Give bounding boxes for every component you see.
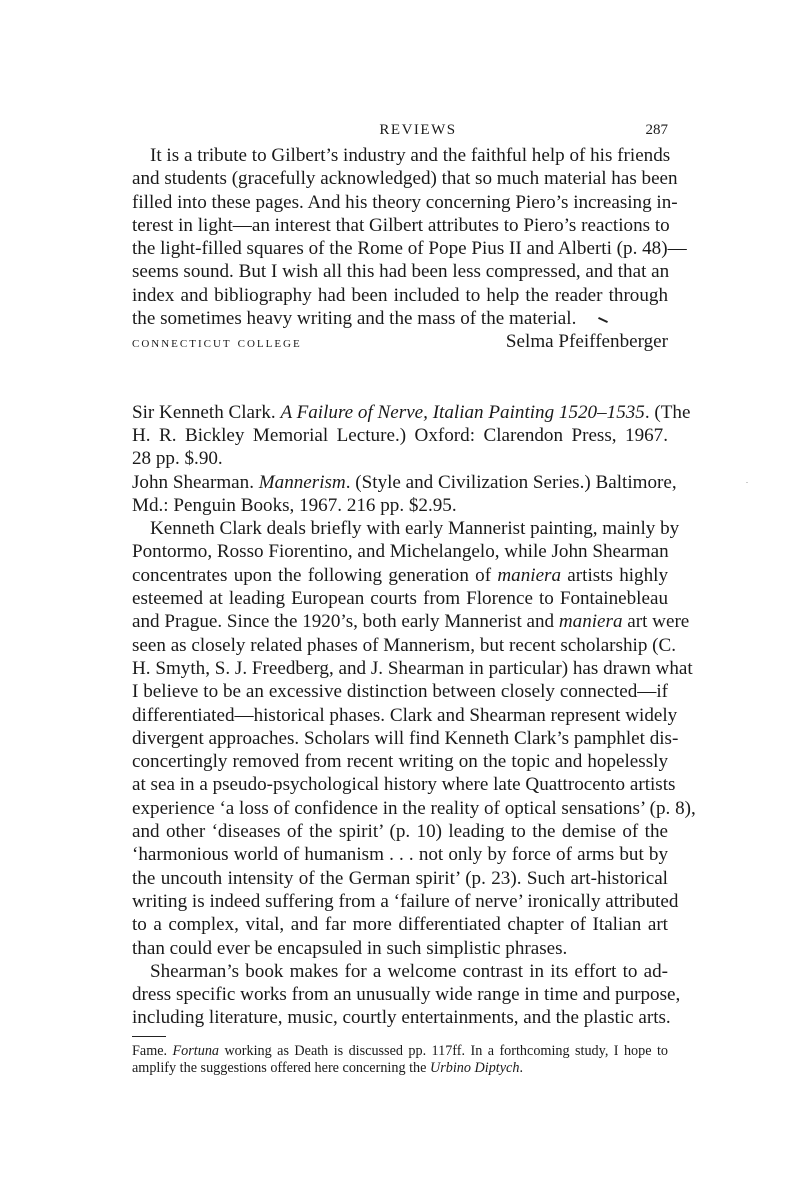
citation-1-series: . (The xyxy=(644,401,691,423)
text-line: differentiated—historical phases. Clark and Shearman represent widely xyxy=(132,704,678,726)
text-line: dress specific works from an unusually wide range in time and purpose, xyxy=(132,984,681,1006)
text-fragment: and Prague. Since the 1920’s, both early Mannerist and xyxy=(132,611,559,633)
page-number: 287 xyxy=(645,122,668,138)
text-line: and other ‘diseases of the spirit’ (p. 10) leading to the demise of the xyxy=(132,821,668,843)
text-fragment: the sometimes heavy writing and the mass of the material. xyxy=(132,308,577,330)
text-line: at sea in a pseudo-psychological history where late Quattrocento artists xyxy=(132,774,676,796)
text-line: I believe to be an excessive distinction between closely connected—if xyxy=(132,681,668,703)
footnote xyxy=(132,1043,668,1078)
text-line: H. Smyth, S. J. Freedberg, and J. Shearman in particular) has drawn what xyxy=(132,657,693,679)
italic-term: maniera xyxy=(558,611,623,633)
italic-term: maniera xyxy=(497,564,562,586)
text-line: seems sound. But I wish all this had been less compressed, and that an xyxy=(132,261,670,283)
running-head-title: REVIEWS xyxy=(379,122,457,138)
text-fragment: art were xyxy=(622,611,690,633)
text-line: Kenneth Clark deals briefly with early Mannerist painting, mainly by xyxy=(150,518,680,540)
citation-2-line-1 xyxy=(132,471,677,494)
text-line: and students (gracefully acknowledged) that so much material has been xyxy=(132,168,678,190)
stray-mark xyxy=(598,317,608,323)
citation-1-line-1 xyxy=(132,401,691,424)
text-fragment: concentrates upon the following generation of xyxy=(132,564,498,586)
text-line: esteemed at leading European courts from Florence to Fontainebleau xyxy=(132,588,668,610)
citation-2-series: . (Style and Civilization Series.) Baltimore, xyxy=(345,471,677,493)
review-1-body xyxy=(132,144,687,330)
text-line: filled into these pages. And his theory concerning Piero’s increasing in- xyxy=(132,191,678,213)
footnote-line xyxy=(132,1043,668,1061)
citation-1-title: A Failure of Nerve, Italian Painting 1520–1535 xyxy=(280,401,645,423)
text-line: experience ‘a loss of confidence in the reality of optical sensations’ (p. 8), xyxy=(132,797,696,819)
text-line: terest in light—an interest that Gilbert attributes to Piero’s reactions to xyxy=(132,214,670,236)
citation-2-author: John Shearman. xyxy=(132,471,254,493)
text-line: Shearman’s book makes for a welcome contrast in its effort to ad- xyxy=(150,960,668,982)
reviewer-name: Selma Pfeiffenberger xyxy=(505,331,668,353)
text-line xyxy=(132,564,668,587)
text-line: than could ever be encapsuled in such simplistic phrases. xyxy=(132,937,568,959)
footnote-rule xyxy=(132,1036,166,1037)
reviewer-institution: connecticut college xyxy=(132,334,302,352)
text-line: It is a tribute to Gilbert’s industry and the faithful help of his friends xyxy=(150,145,671,166)
journal-page xyxy=(132,122,696,1078)
text-fragment: artists highly xyxy=(561,564,668,586)
section-gap xyxy=(132,355,668,378)
text-line: ‘harmonious world of humanism . . . not only by force of arms but by xyxy=(132,844,668,866)
citation-1-author: Sir Kenneth Clark. xyxy=(132,401,276,423)
text-line: index and bibliography had been included to help the reader through xyxy=(132,284,668,306)
citation-2-line-2: Md.: Penguin Books, 1967. 216 pp. $2.95. xyxy=(132,494,457,516)
review-1-signature xyxy=(132,330,668,354)
text-fragment: working as Death is discussed pp. 117ff. In a forthcoming study, I hope to xyxy=(219,1042,668,1059)
footnote-line xyxy=(132,1060,668,1078)
text-line: including literature, music, courtly entertainments, and the plastic arts. xyxy=(132,1007,671,1029)
citation-1-line-2: H. R. Bickley Memorial Lecture.) Oxford: Clarendon Press, 1967. xyxy=(132,424,668,446)
text-line: Pontormo, Rosso Fiorentino, and Michelangelo, while John Shearman xyxy=(132,541,669,563)
italic-term: Fortuna xyxy=(172,1042,220,1059)
scan-speck xyxy=(746,482,748,483)
text-line: the uncouth intensity of the German spirit’ (p. 23). Such art-historical xyxy=(132,867,668,889)
italic-term: Urbino Diptych xyxy=(429,1060,520,1077)
citation-2-title: Mannerism xyxy=(258,471,346,493)
text-line: concertingly removed from recent writing on the topic and hopelessly xyxy=(132,751,668,773)
review-2-citations xyxy=(132,401,691,517)
text-line: the light-filled squares of the Rome of Pope Pius II and Alberti (p. 48)— xyxy=(132,238,687,260)
citation-1-line-3: 28 pp. $.90. xyxy=(132,448,223,470)
text-line: to a complex, vital, and far more differentiated chapter of Italian art xyxy=(132,914,668,936)
text-fragment: amplify the suggestions offered here concerning the xyxy=(132,1060,430,1077)
text-fragment: Fame. xyxy=(132,1042,173,1059)
text-line: divergent approaches. Scholars will find Kenneth Clark’s pamphlet dis- xyxy=(132,727,679,749)
text-fragment: . xyxy=(519,1060,523,1077)
text-line xyxy=(132,610,690,633)
section-gap xyxy=(132,378,668,401)
text-line-last xyxy=(132,307,668,330)
text-line: writing is indeed suffering from a ‘failure of nerve’ ironically attributed xyxy=(132,890,679,912)
running-head xyxy=(132,122,668,144)
review-2-body xyxy=(132,517,696,1030)
text-line: seen as closely related phases of Mannerism, but recent scholarship (C. xyxy=(132,634,677,656)
